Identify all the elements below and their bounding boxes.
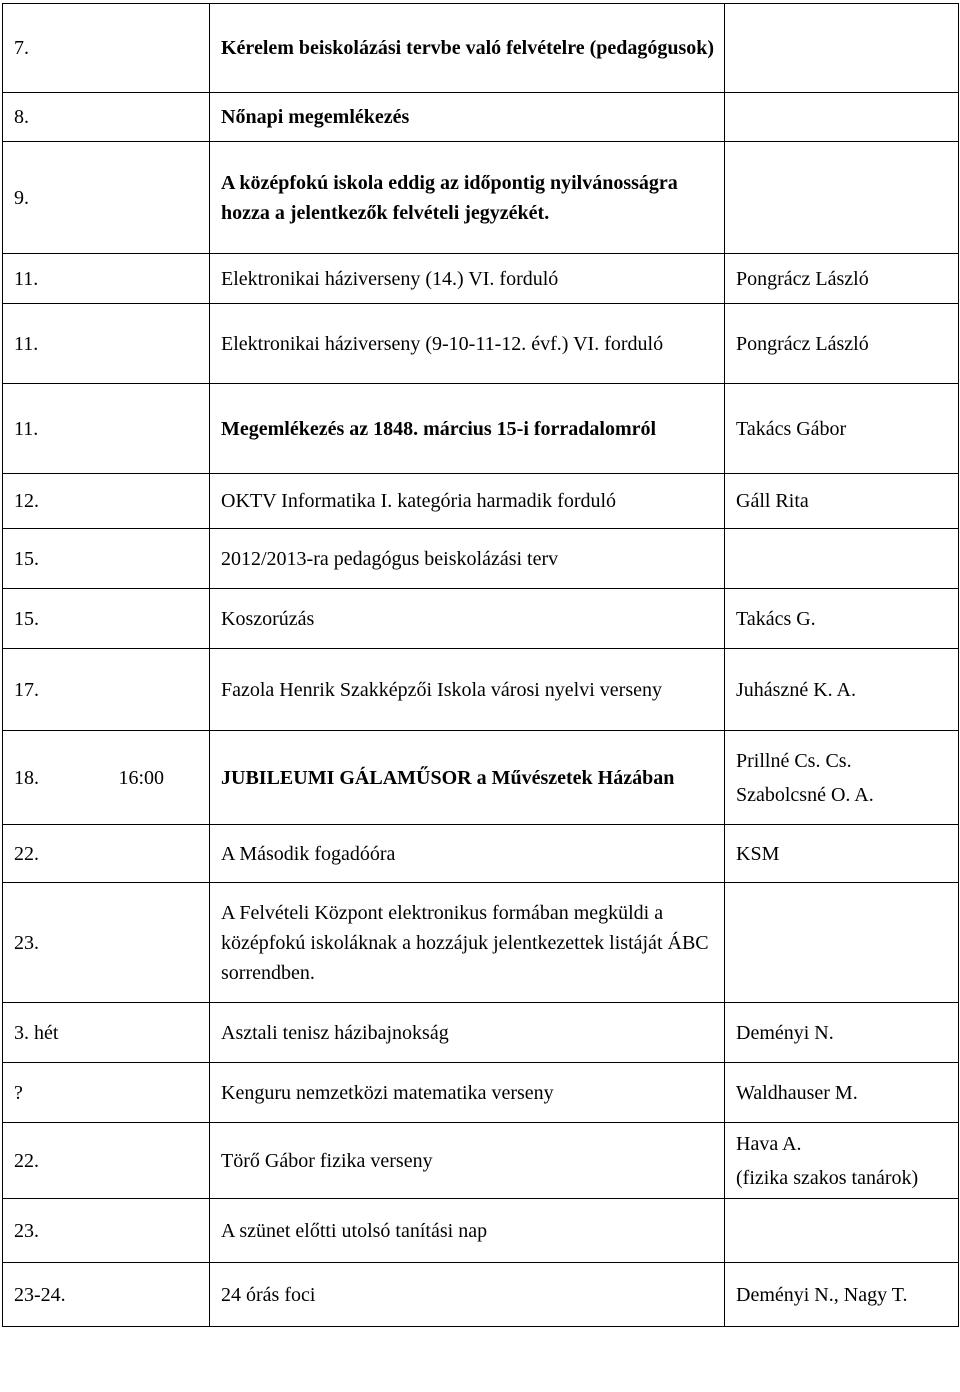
responsible-cell [725,731,959,825]
responsible-person: KSM [736,842,780,865]
time-cell [108,1063,210,1123]
responsible-person: Hava A. [736,1132,802,1155]
time-cell [108,529,210,589]
responsible-cell [725,254,959,304]
responsible-cell [725,529,959,589]
date-cell: 23. [3,883,108,1003]
responsible-cell [725,1123,959,1199]
table-row [3,649,959,731]
responsible-cell [725,1263,959,1327]
time-cell [108,883,210,1003]
responsible-cell [725,474,959,529]
date-cell: 3. hét [3,1003,108,1063]
responsible-person: Deményi N., Nagy T. [736,1283,908,1306]
time-cell [108,1199,210,1263]
event-cell: Nőnapi megemlékezés [210,93,725,142]
time-cell [108,93,210,142]
event-cell: Törő Gábor fizika verseny [210,1123,725,1199]
responsible-person: (fizika szakos tanárok) [736,1166,919,1189]
table-row [3,304,959,384]
date-cell: 17. [3,649,108,731]
table-row [3,529,959,589]
event-cell: Elektronikai háziverseny (14.) VI. forduló [210,254,725,304]
responsible-person: Prillné Cs. Cs. [736,749,852,772]
table-row [3,1199,959,1263]
date-cell: 23. [3,1199,108,1263]
responsible-person: Gáll Rita [736,490,809,512]
date-cell: ? [3,1063,108,1123]
responsible-person: Takács G. [736,607,816,630]
event-cell: Elektronikai háziverseny (9-10-11-12. évf.) VI. forduló [210,304,725,384]
table-row [3,1123,959,1199]
date-cell: 11. [3,384,108,474]
event-cell: OKTV Informatika I. kategória harmadik forduló [210,474,725,529]
responsible-person: Pongrácz László [736,332,869,355]
table-row [3,384,959,474]
table-row [3,4,959,93]
event-cell: A középfokú iskola eddig az időpontig nyilvánosságra hozza a jelentkezők felvételi jegyzékét. [210,142,725,254]
responsible-cell [725,825,959,883]
table-row [3,589,959,649]
schedule-body [3,4,959,1327]
event-cell: A szünet előtti utolsó tanítási nap [210,1199,725,1263]
event-cell: Kérelem beiskolázási tervbe való felvételre (pedagógusok) [210,4,725,93]
event-cell: Asztali tenisz házibajnokság [210,1003,725,1063]
date-cell: 12. [3,474,108,529]
time-cell [108,384,210,474]
event-cell: A Felvételi Központ elektronikus formában megküldi a középfokú iskoláknak a hozzájuk jelentkezettek listáját ÁBC sorrendben. [210,883,725,1003]
responsible-cell [725,589,959,649]
responsible-cell [725,649,959,731]
time-cell [108,474,210,529]
table-row [3,825,959,883]
table-row [3,142,959,254]
responsible-person: Deményi N. [736,1021,834,1044]
table-row [3,254,959,304]
responsible-cell [725,93,959,142]
event-cell: Megemlékezés az 1848. március 15-i forradalomról [210,384,725,474]
date-cell: 11. [3,254,108,304]
event-cell: 2012/2013-ra pedagógus beiskolázási terv [210,529,725,589]
event-cell: JUBILEUMI GÁLAMŰSOR a Művészetek Házában [210,731,725,825]
responsible-person: Pongrácz László [736,267,869,290]
table-row [3,883,959,1003]
event-cell: 24 órás foci [210,1263,725,1327]
table-row [3,1263,959,1327]
date-cell: 22. [3,825,108,883]
responsible-cell [725,1199,959,1263]
date-cell: 8. [3,93,108,142]
date-cell: 9. [3,142,108,254]
date-cell: 15. [3,589,108,649]
event-cell: Kenguru nemzetközi matematika verseny [210,1063,725,1123]
table-row [3,1003,959,1063]
time-cell [108,589,210,649]
date-cell: 23-24. [3,1263,108,1327]
date-cell: 15. [3,529,108,589]
responsible-person: Szabolcsné O. A. [736,783,874,806]
responsible-cell [725,883,959,1003]
table-row [3,474,959,529]
time-cell [108,254,210,304]
responsible-cell [725,4,959,93]
time-cell [108,4,210,93]
table-row [3,93,959,142]
responsible-person: Juhászné K. A. [736,678,856,701]
date-cell: 18. [3,731,108,825]
responsible-person: Takács Gábor [736,417,847,440]
time-cell [108,825,210,883]
time-cell [108,1003,210,1063]
event-cell: Fazola Henrik Szakképzői Iskola városi nyelvi verseny [210,649,725,731]
responsible-cell [725,304,959,384]
date-cell: 7. [3,4,108,93]
table-row [3,731,959,825]
time-cell [108,649,210,731]
table-row [3,1063,959,1123]
time-cell: 16:00 [108,731,210,825]
responsible-cell [725,142,959,254]
responsible-cell [725,1003,959,1063]
time-cell [108,1263,210,1327]
event-cell: A Második fogadóóra [210,825,725,883]
responsible-person: Waldhauser M. [736,1081,858,1104]
time-cell [108,1123,210,1199]
event-cell: Koszorúzás [210,589,725,649]
time-cell [108,142,210,254]
responsible-cell [725,1063,959,1123]
schedule-table [2,3,959,1327]
date-cell: 11. [3,304,108,384]
time-cell [108,304,210,384]
date-cell: 22. [3,1123,108,1199]
responsible-cell [725,384,959,474]
